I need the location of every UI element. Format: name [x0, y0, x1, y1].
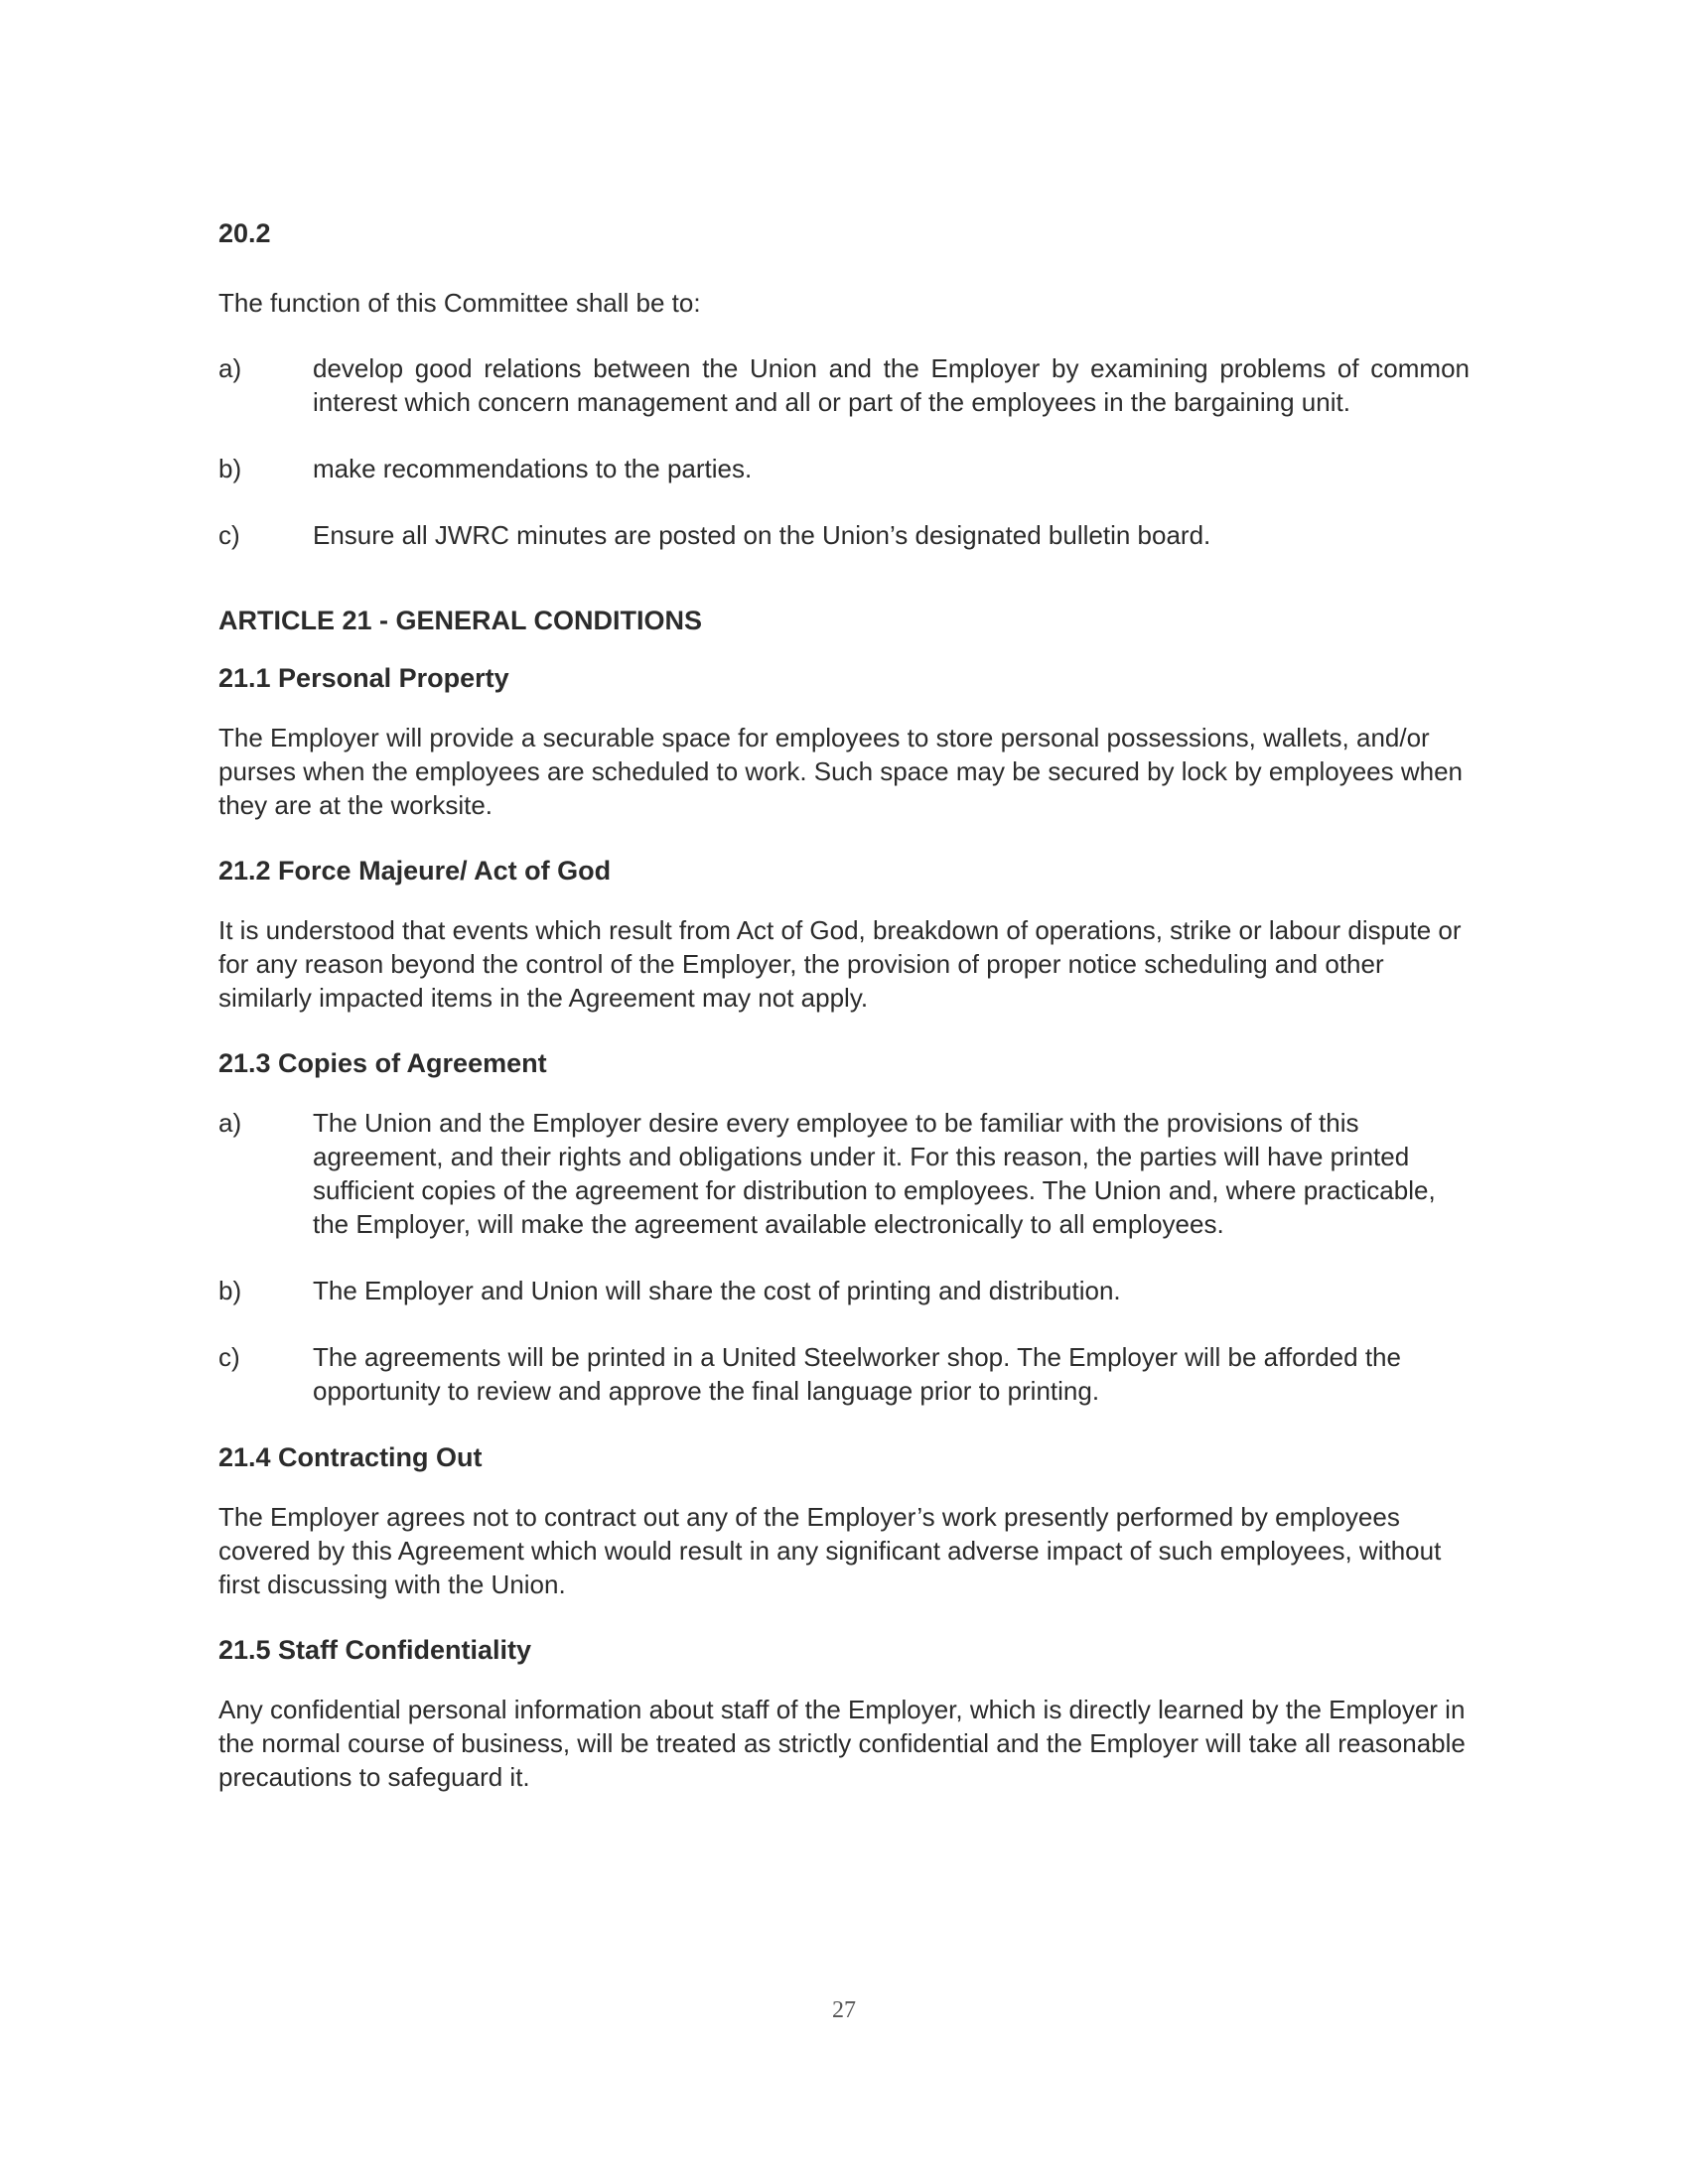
list-marker: c) [218, 520, 240, 550]
list-item-text: The agreements will be printed in a United Steelworker shop. The Employer will be afforded the opportunity to review and approve the final language prior to printing. [313, 1342, 1401, 1406]
list-item [218, 452, 1470, 485]
list-marker: a) [218, 353, 242, 383]
section-21-4-text: The Employer agrees not to contract out any of the Employer’s work presently performed by employees covered by this Agreement which would result in any significant adverse impact of such employees, without first discussing with the Union. [218, 1502, 1442, 1599]
list-item-text: The Union and the Employer desire every employee to be familiar with the provisions of this agreement, and their rights and obligations under it. For this reason, the parties will have printed sufficient copies of the agreement for distribution to employees. The Union and, where practicable, the Employer, will make the agreement available electronically to all employees. [313, 1108, 1436, 1239]
list-item-text: develop good relations between the Union and the Employer by examining problems of common interest which concern management and all or part of the employees in the bargaining unit. [313, 353, 1470, 417]
page-number: 27 [832, 1997, 856, 2023]
list-marker: b) [218, 1276, 242, 1305]
list-item [218, 1274, 1470, 1307]
list-item [218, 351, 1470, 419]
document-body [218, 216, 1470, 1826]
section-20-2-number: 20.2 [218, 218, 271, 248]
list-item-text: Ensure all JWRC minutes are posted on the Union’s designated bulletin board. [313, 520, 1211, 550]
section-20-2-intro: The function of this Committee shall be to: [218, 288, 701, 318]
section-21-1-text: The Employer will provide a securable space for employees to store personal possessions, wallets, and/or purses when the employees are scheduled to work. Such space may be secured by lock by employees when they are at the worksite. [218, 723, 1464, 820]
list-item [218, 1106, 1470, 1241]
section-21-4-title: 21.4 Contracting Out [218, 1442, 483, 1472]
list-item-text: make recommendations to the parties. [313, 454, 753, 483]
list-item [218, 518, 1470, 552]
section-21-5-title: 21.5 Staff Confidentiality [218, 1635, 532, 1665]
list-item-text: The Employer and Union will share the cost of printing and distribution. [313, 1276, 1121, 1305]
list-marker: b) [218, 454, 242, 483]
section-21-1-title: 21.1 Personal Property [218, 663, 509, 693]
section-21-3-title: 21.3 Copies of Agreement [218, 1048, 547, 1078]
section-21-5-text: Any confidential personal information about staff of the Employer, which is directly learned by the Employer in the normal course of business, will be treated as strictly confidential and the Employer will take all reasonable precautions to safeguard it. [218, 1695, 1466, 1792]
article-21-title: ARTICLE 21 - GENERAL CONDITIONS [218, 606, 703, 635]
list-item [218, 1340, 1470, 1408]
section-21-2-title: 21.2 Force Majeure/ Act of God [218, 856, 612, 886]
list-marker: a) [218, 1108, 242, 1138]
section-21-2-text: It is understood that events which result from Act of God, breakdown of operations, strike or labour dispute or for any reason beyond the control of the Employer, the provision of proper notice scheduling and other similarly impacted items in the Agreement may not apply. [218, 915, 1462, 1013]
list-marker: c) [218, 1342, 240, 1372]
